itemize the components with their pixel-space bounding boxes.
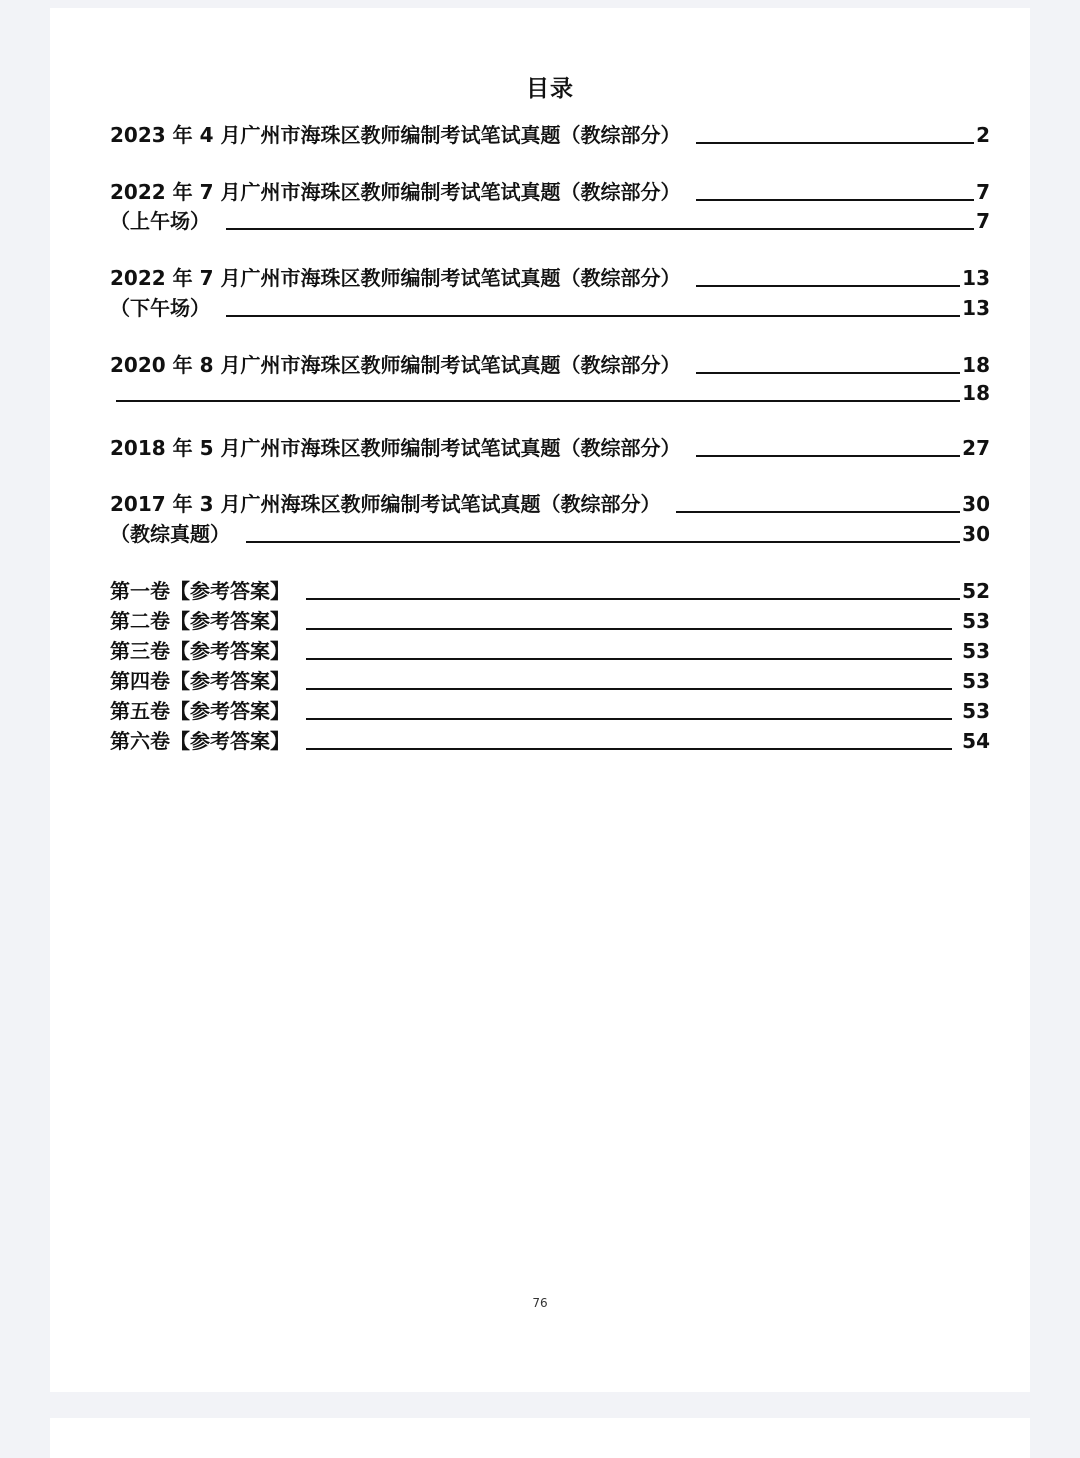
toc-entry[interactable] [110,577,990,603]
toc-entry[interactable] [110,434,990,460]
toc-leader-line [696,455,960,457]
toc-leader-line [696,142,974,144]
toc-entry-label: 第四卷【参考答案】 [110,669,290,693]
toc-entry[interactable] [110,178,990,204]
toc-entry[interactable] [110,520,990,546]
toc-entry-page: 13 [962,266,990,290]
toc-entry[interactable] [110,697,990,723]
toc-entry-page: 30 [962,522,990,546]
toc-leader-line [306,688,952,690]
toc-leader-line [696,372,960,374]
toc-entry-page: 7 [976,209,990,233]
toc-entry-label: 2020 年 8 月广州市海珠区教师编制考试笔试真题（教综部分） [110,353,681,377]
toc-entry-page: 18 [962,353,990,377]
toc-entry[interactable] [110,727,990,753]
toc-leader-line [696,199,974,201]
toc-entry[interactable] [110,607,990,633]
toc-entry-page: 53 [962,669,990,693]
toc-leader-line [306,598,960,600]
toc-entry[interactable] [110,207,990,233]
toc-entry-label: （下午场） [110,296,210,320]
toc-entry-label: 第六卷【参考答案】 [110,729,290,753]
toc-entry-label: 第一卷【参考答案】 [110,579,290,603]
toc-entry-page: 2 [976,123,990,147]
toc-entry-page: 18 [962,381,990,405]
toc-entry-label: （教综真题） [110,522,230,546]
toc-title: 目录 [526,76,574,102]
toc-entry[interactable] [110,294,990,320]
toc-entry-label: 2022 年 7 月广州市海珠区教师编制考试笔试真题（教综部分） [110,266,681,290]
toc-leader-line [116,400,960,402]
toc-entry-label: 第五卷【参考答案】 [110,699,290,723]
toc-entry-page: 27 [962,436,990,460]
toc-entry-label: 第二卷【参考答案】 [110,609,290,633]
toc-entry[interactable] [110,637,990,663]
toc-entry-label: 2023 年 4 月广州市海珠区教师编制考试笔试真题（教综部分） [110,123,681,147]
toc-entry-label: 2017 年 3 月广州海珠区教师编制考试笔试真题（教综部分） [110,492,661,516]
toc-entry[interactable] [110,351,990,377]
toc-entry[interactable] [110,121,990,147]
toc-entry-page: 13 [962,296,990,320]
toc-leader-line [676,511,960,513]
toc-entry-label: （上午场） [110,209,210,233]
toc-entry-label: 第三卷【参考答案】 [110,639,290,663]
toc-entry-page: 7 [976,180,990,204]
toc-entry[interactable] [110,264,990,290]
toc-leader-line [306,718,952,720]
next-page-edge [50,1418,1030,1458]
toc-entry[interactable] [110,490,990,516]
toc-leader-line [306,658,952,660]
toc-leader-line [306,748,952,750]
toc-entry[interactable] [110,379,990,405]
toc-leader-line [226,315,960,317]
toc-entry-page: 53 [962,639,990,663]
toc-entry-page: 54 [962,729,990,753]
toc-leader-line [246,541,960,543]
toc-entry-page: 53 [962,609,990,633]
toc-leader-line [696,285,960,287]
toc-leader-line [306,628,952,630]
toc-leader-line [226,228,974,230]
toc-entry-label: 2018 年 5 月广州市海珠区教师编制考试笔试真题（教综部分） [110,436,681,460]
toc-entry-page: 30 [962,492,990,516]
toc-entry-page: 53 [962,699,990,723]
page-number: 76 [532,1296,548,1310]
document-page [50,8,1030,1392]
toc-entry-label: 2022 年 7 月广州市海珠区教师编制考试笔试真题（教综部分） [110,180,681,204]
toc-entry-page: 52 [962,579,990,603]
toc-entry[interactable] [110,667,990,693]
